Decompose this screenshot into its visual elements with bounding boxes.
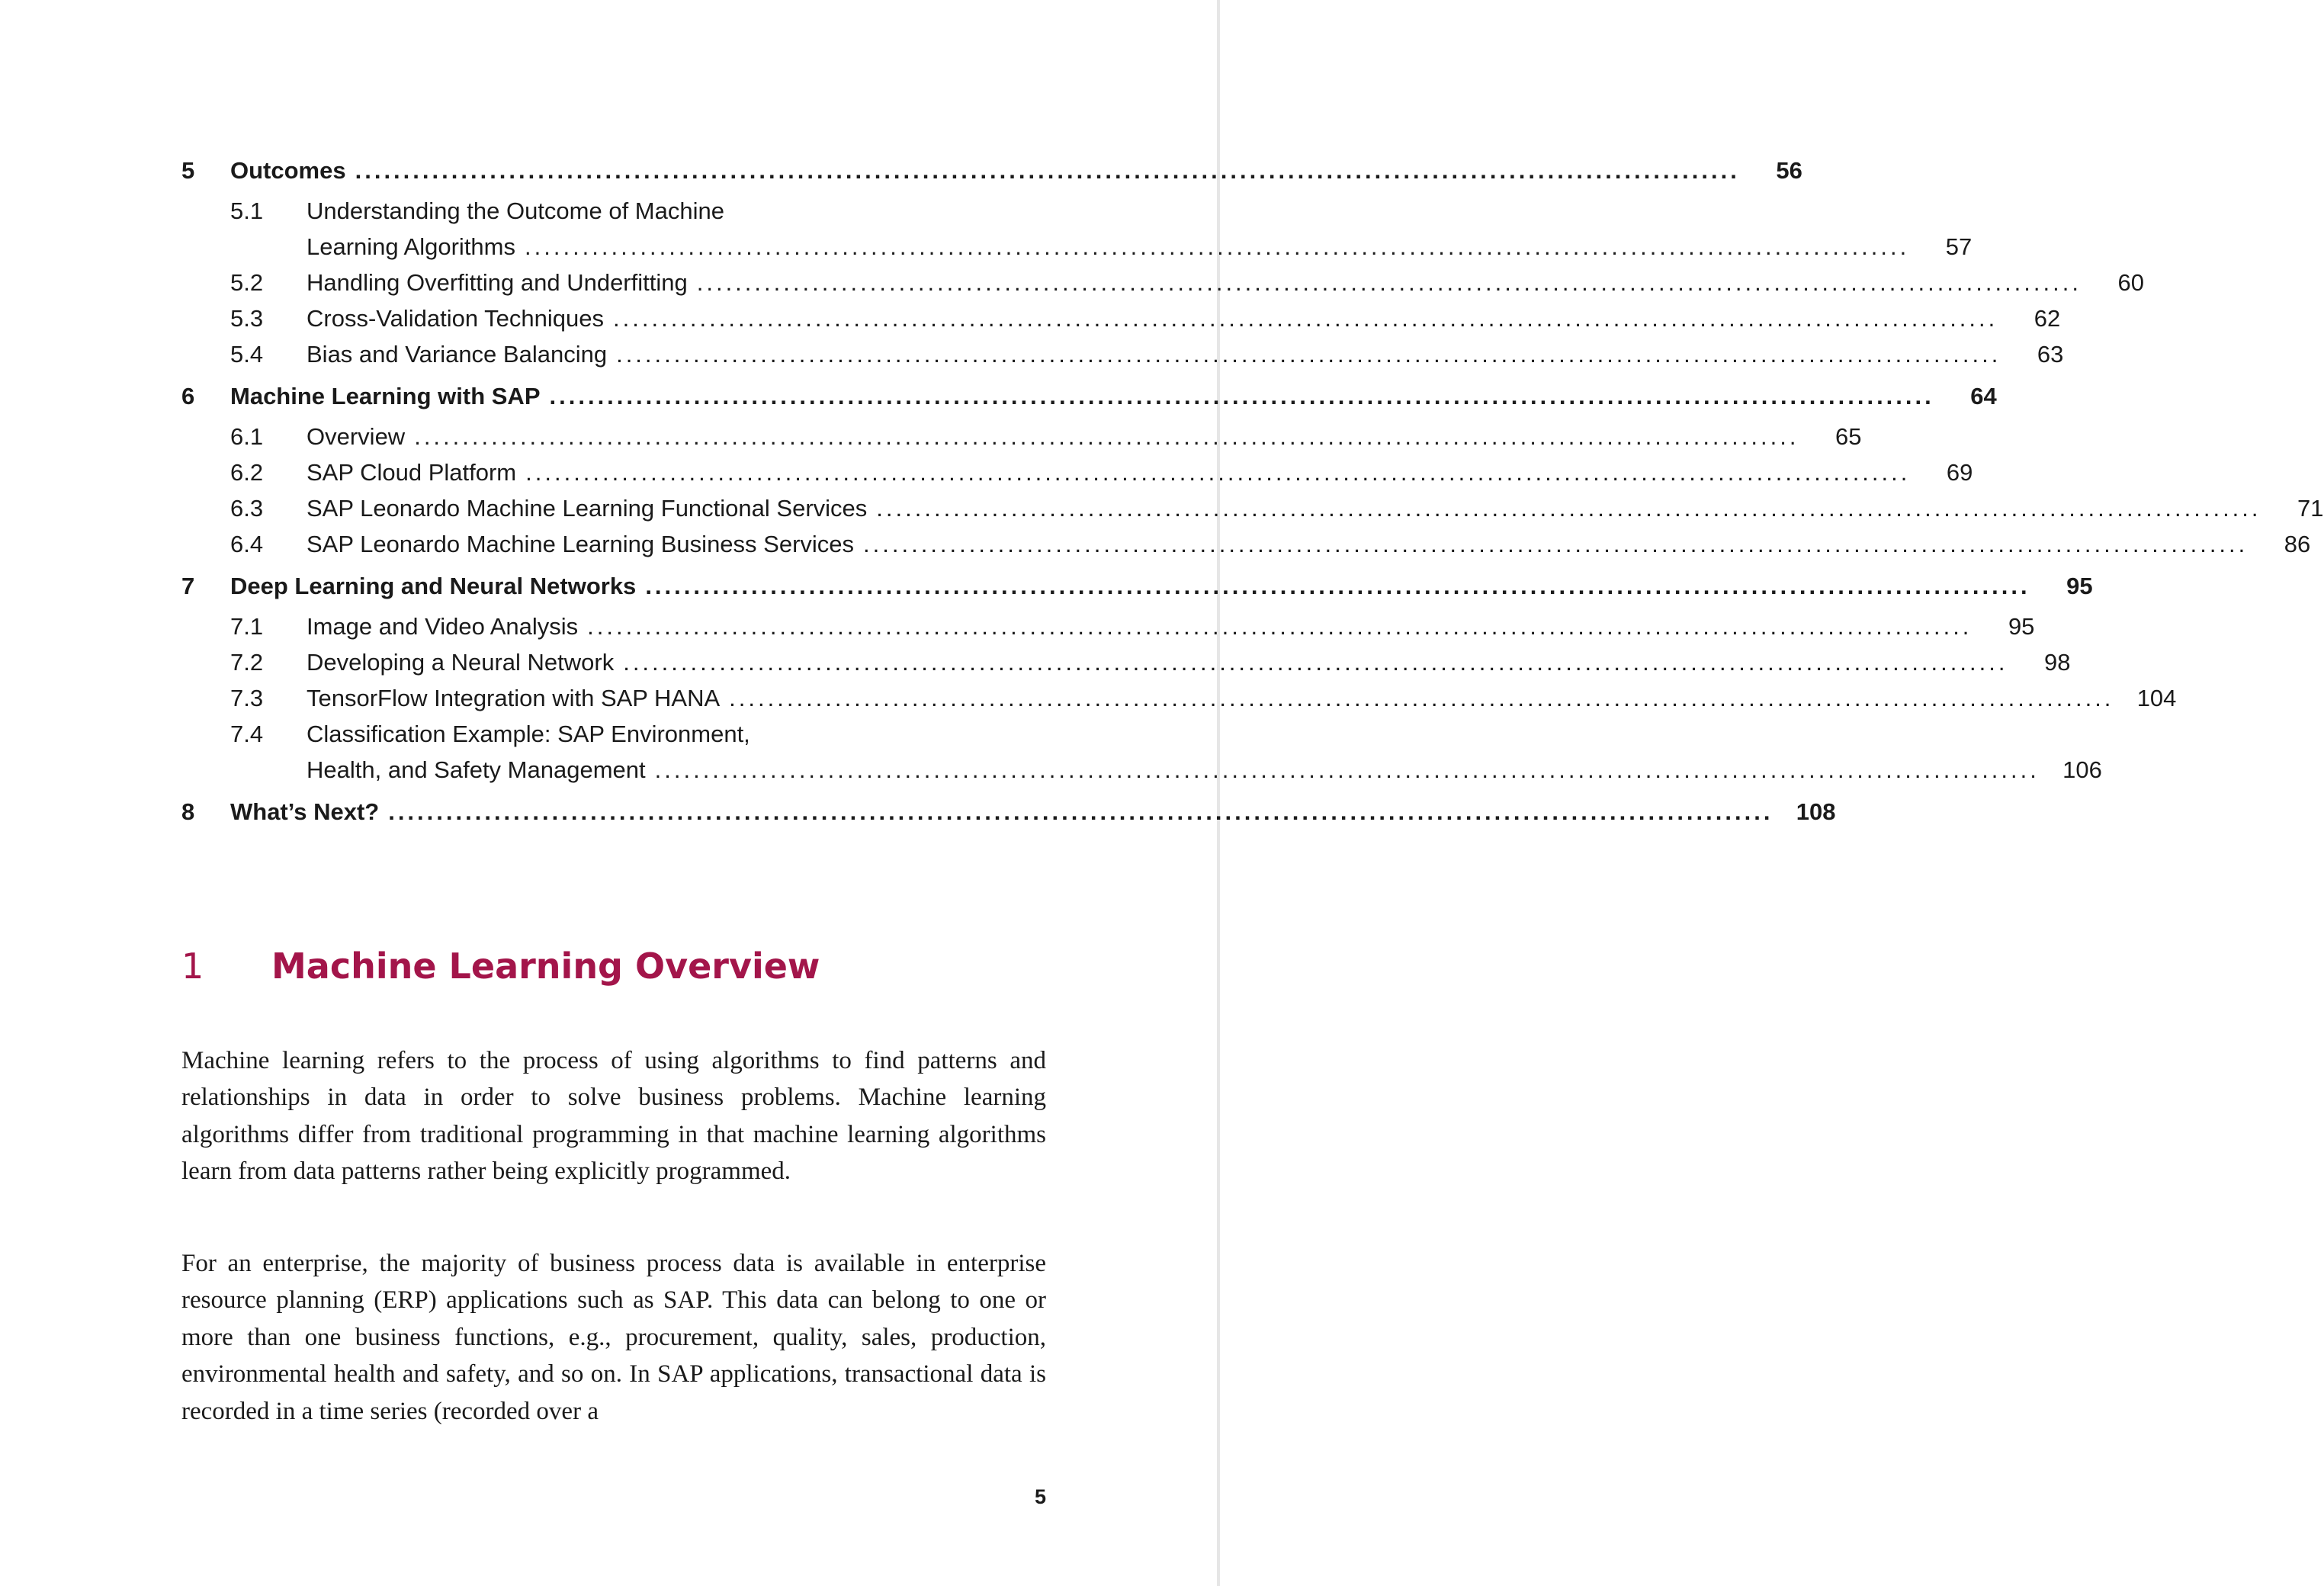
toc-page-number: 56	[1776, 157, 1802, 184]
toc-chapter-number: 6	[181, 383, 195, 409]
toc-section-number: 5.2	[230, 269, 264, 296]
toc-section-number: 6.3	[230, 495, 264, 522]
dot-leader: ................................................................................................................................................	[654, 756, 2040, 783]
toc-page-number: 64	[1970, 383, 1997, 409]
dot-leader: ................................................................................................................................................	[525, 233, 1910, 260]
dot-leader: ................................................................................................................................................	[616, 341, 2001, 368]
toc-page-number: 60	[2117, 269, 2144, 296]
toc-section-5-3[interactable]	[181, 300, 2061, 336]
toc-page-number: 57	[1945, 233, 1973, 260]
toc-page-number: 63	[2037, 341, 2064, 368]
toc-section-title: SAP Leonardo Machine Learning Functional Services	[307, 495, 868, 522]
toc-section-5-1[interactable]	[181, 193, 1973, 265]
dot-leader: ................................................................................................................................................	[729, 685, 2114, 711]
dot-leader: ................................................................................................................................................	[587, 613, 1973, 640]
toc-section-group	[181, 193, 2144, 372]
toc-section-number: 6.2	[230, 459, 264, 486]
body-paragraph: Machine learning refers to the process of using algorithms to find patterns and relationships in data in order to solve business problems. Machine learning algorithms differ from traditional programming in that machine learning algorithms learn from data patterns rather being explicitly programmed.	[181, 1047, 1046, 1186]
toc-section-6-4[interactable]	[181, 526, 2311, 562]
page-number: 5	[1034, 1485, 1046, 1508]
toc-section-title-continued: Health, and Safety Management	[307, 756, 646, 783]
chapter-heading	[181, 946, 1046, 987]
dot-leader: ................................................................................................................................................	[525, 459, 1911, 486]
toc-chapter-title: What’s Next?	[230, 798, 380, 825]
toc-page-number: 71	[2297, 495, 2324, 522]
toc-page-number: 69	[1946, 459, 1973, 486]
toc-page-number: 95	[2066, 573, 2093, 599]
toc-section-title: SAP Cloud Platform	[307, 459, 517, 486]
toc-page-number: 98	[2043, 649, 2071, 676]
toc-page-number: 62	[2034, 305, 2061, 332]
toc-section-title: SAP Leonardo Machine Learning Business Services	[307, 531, 855, 557]
toc-chapter-title: Deep Learning and Neural Networks	[230, 573, 637, 599]
toc-section-title: Image and Video Analysis	[307, 613, 579, 640]
toc-chapter-number: 5	[181, 157, 195, 184]
toc-chapter-7[interactable]	[181, 568, 2093, 604]
toc-chapter-title: Outcomes	[230, 157, 346, 184]
toc-section-number: 7.1	[230, 613, 264, 640]
dot-leader: ................................................................................................................................................	[696, 269, 2082, 296]
body-paragraph: For an enterprise, the majority of business process data is available in enterprise resource planning (ERP) applications such as SAP. This data can belong to one or more than one business functions, e.g., procurement, quality, sales, production, environmental health and safety, and so on. In SAP applications, transactional data is recorded in a time series (recorded over a	[181, 1250, 1046, 1425]
toc-section-number: 7.2	[230, 649, 264, 676]
toc-chapter-5[interactable]	[181, 152, 1802, 188]
toc-chapter-title: Machine Learning with SAP	[230, 383, 541, 409]
toc-section-6-3[interactable]	[181, 490, 2324, 526]
toc-section-number: 6.1	[230, 423, 264, 450]
toc-chapter-number: 8	[181, 798, 195, 825]
toc-section-5-4[interactable]	[181, 336, 2064, 372]
toc-section-number: 5.4	[230, 341, 264, 368]
chapter-number: 1	[181, 946, 204, 987]
toc-section-group	[181, 608, 2177, 788]
toc-chapter-6[interactable]	[181, 378, 1997, 414]
toc-section-title: Cross-Validation Techniques	[307, 305, 605, 332]
dot-leader: ................................................................................................................................................	[645, 573, 2030, 599]
toc-section-6-2[interactable]	[181, 454, 1973, 490]
toc-chapter-8[interactable]	[181, 794, 1836, 830]
toc-page-number: 108	[1796, 798, 1836, 825]
toc-section-title: Classification Example: SAP Environment,	[307, 721, 750, 747]
toc-section-7-2[interactable]	[181, 644, 2071, 680]
toc-section-number: 6.4	[230, 531, 264, 557]
toc-section-6-1[interactable]	[181, 419, 1862, 454]
dot-leader: ................................................................................................................................................	[623, 649, 2008, 676]
dot-leader: ................................................................................................................................................	[549, 383, 1934, 409]
toc-section-number: 7.3	[230, 685, 264, 711]
toc-page-number: 106	[2062, 756, 2102, 783]
toc-section-7-4[interactable]	[181, 716, 2102, 788]
toc-page-number: 95	[2008, 613, 2035, 640]
toc-section-title: Developing a Neural Network	[307, 649, 615, 676]
table-of-contents	[181, 152, 2324, 830]
toc-section-title: TensorFlow Integration with SAP HANA	[307, 685, 721, 711]
toc-chapter-number: 7	[181, 573, 195, 599]
dot-leader: ................................................................................................................................................	[414, 423, 1799, 450]
toc-page-number: 104	[2136, 685, 2177, 711]
dot-leader: ................................................................................................................................................	[388, 798, 1773, 825]
dot-leader: ................................................................................................................................................	[355, 157, 1740, 184]
toc-section-group	[181, 419, 2324, 562]
toc-section-title: Understanding the Outcome of Machine	[307, 197, 724, 224]
dot-leader: ................................................................................................................................................	[613, 305, 1998, 332]
toc-section-7-3[interactable]	[181, 680, 2177, 716]
toc-page-number: 86	[2284, 531, 2311, 557]
toc-page-number: 65	[1834, 423, 1862, 450]
toc-section-5-2[interactable]	[181, 265, 2144, 300]
dot-leader: ................................................................................................................................................	[876, 495, 2261, 522]
dot-leader: ................................................................................................................................................	[863, 531, 2249, 557]
chapter-title: Machine Learning Overview	[271, 946, 820, 987]
toc-section-title-continued: Learning Algorithms	[307, 233, 515, 260]
toc-section-number: 7.4	[230, 721, 264, 747]
toc-section-number: 5.3	[230, 305, 264, 332]
toc-section-title: Bias and Variance Balancing	[307, 341, 608, 368]
toc-section-title: Handling Overfitting and Underfitting	[307, 269, 688, 296]
toc-section-number: 5.1	[230, 197, 264, 224]
toc-section-7-1[interactable]	[181, 608, 2035, 644]
toc-section-title: Overview	[307, 423, 406, 450]
